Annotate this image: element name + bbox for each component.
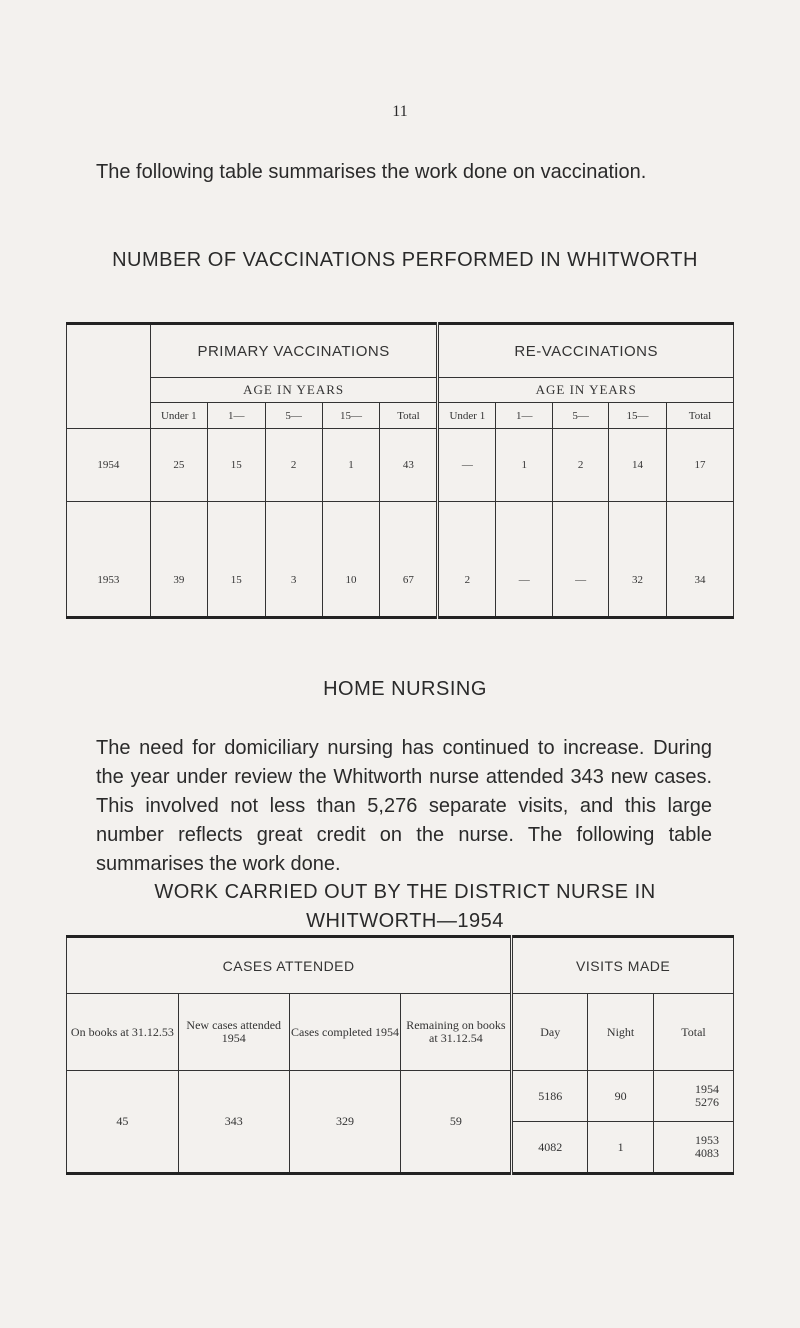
table-cell: 2 bbox=[553, 429, 609, 502]
table-cell: 25 bbox=[150, 429, 207, 502]
vaccination-table-title: NUMBER OF VACCINATIONS PERFORMED IN WHITWORTH bbox=[112, 249, 698, 271]
table-cell: 343 bbox=[178, 1071, 289, 1174]
revaccinations-header: RE-VACCINATIONS bbox=[438, 324, 734, 378]
col-primary-total: Total bbox=[380, 403, 438, 429]
cases-attended-header: CASES ATTENDED bbox=[67, 937, 512, 994]
table-cell: — bbox=[496, 502, 553, 618]
table-row bbox=[67, 429, 734, 502]
home-nursing-heading: HOME NURSING bbox=[323, 678, 487, 700]
table-cell: 59 bbox=[401, 1071, 512, 1174]
table-row bbox=[67, 1071, 734, 1122]
district-nurse-table bbox=[66, 935, 734, 1175]
table-cell: — bbox=[438, 429, 496, 502]
col-revacc-total: Total bbox=[667, 403, 734, 429]
total-cell bbox=[654, 1122, 734, 1174]
total-value: 4083 bbox=[695, 1146, 719, 1160]
primary-age-header: AGE IN YEARS bbox=[150, 378, 438, 403]
table-cell: 3 bbox=[265, 502, 322, 618]
col-on-books: On books at 31.12.53 bbox=[67, 994, 179, 1071]
total-cell bbox=[654, 1071, 734, 1122]
table-cell: 43 bbox=[380, 429, 438, 502]
row-year: 1954 bbox=[67, 429, 151, 502]
table-cell: — bbox=[553, 502, 609, 618]
vaccination-table bbox=[66, 322, 734, 619]
blank-corner-cell bbox=[67, 324, 151, 429]
col-remaining: Remaining on books at 31.12.54 bbox=[401, 994, 512, 1071]
table-cell: 1 bbox=[496, 429, 553, 502]
table-cell: 39 bbox=[150, 502, 207, 618]
col-night: Night bbox=[588, 994, 654, 1071]
table-cell: 15 bbox=[207, 429, 265, 502]
table-cell: 14 bbox=[609, 429, 667, 502]
table-cell: 5186 bbox=[512, 1071, 588, 1122]
table-cell: 4082 bbox=[512, 1122, 588, 1174]
col-revacc-1: 1— bbox=[496, 403, 553, 429]
table-cell: 90 bbox=[588, 1071, 654, 1122]
col-primary-15: 15— bbox=[322, 403, 380, 429]
intro-paragraph: The following table summarises the work done on vaccination. bbox=[96, 161, 647, 183]
col-revacc-15: 15— bbox=[609, 403, 667, 429]
table-cell: 1 bbox=[588, 1122, 654, 1174]
table-cell: 329 bbox=[289, 1071, 401, 1174]
table-cell: 67 bbox=[380, 502, 438, 618]
table-row bbox=[67, 502, 734, 618]
col-cases-completed: Cases completed 1954 bbox=[289, 994, 401, 1071]
col-primary-under1: Under 1 bbox=[150, 403, 207, 429]
home-nursing-paragraph: The need for domiciliary nursing has continued to increase. During the year under review the Whitworth nurse attended 343 new cases. This involved not less than 5,276 separate visits, and this large number reflects great credit on the nurse. The following table summarises the work done. bbox=[96, 737, 712, 875]
page-number: 11 bbox=[392, 103, 408, 120]
total-year: 1953 bbox=[695, 1133, 719, 1147]
row-year: 1953 bbox=[67, 502, 151, 618]
table-cell: 2 bbox=[265, 429, 322, 502]
table-cell: 34 bbox=[667, 502, 734, 618]
table-cell: 2 bbox=[438, 502, 496, 618]
visits-made-header: VISITS MADE bbox=[512, 937, 734, 994]
col-primary-5: 5— bbox=[265, 403, 322, 429]
col-revacc-under1: Under 1 bbox=[438, 403, 496, 429]
table-cell: 17 bbox=[667, 429, 734, 502]
primary-vaccinations-header: PRIMARY VACCINATIONS bbox=[150, 324, 438, 378]
table-cell: 15 bbox=[207, 502, 265, 618]
col-day: Day bbox=[512, 994, 588, 1071]
nurse-table-title: WORK CARRIED OUT BY THE DISTRICT NURSE IN WHITWORTH—1954 bbox=[154, 881, 656, 932]
table-cell: 32 bbox=[609, 502, 667, 618]
col-total: Total bbox=[654, 994, 734, 1071]
table-cell: 45 bbox=[67, 1071, 179, 1174]
col-revacc-5: 5— bbox=[553, 403, 609, 429]
col-new-cases: New cases attended 1954 bbox=[178, 994, 289, 1071]
col-primary-1: 1— bbox=[207, 403, 265, 429]
total-year: 1954 bbox=[695, 1082, 719, 1096]
table-cell: 1 bbox=[322, 429, 380, 502]
total-value: 5276 bbox=[695, 1095, 719, 1109]
revacc-age-header: AGE IN YEARS bbox=[438, 378, 734, 403]
table-cell: 10 bbox=[322, 502, 380, 618]
